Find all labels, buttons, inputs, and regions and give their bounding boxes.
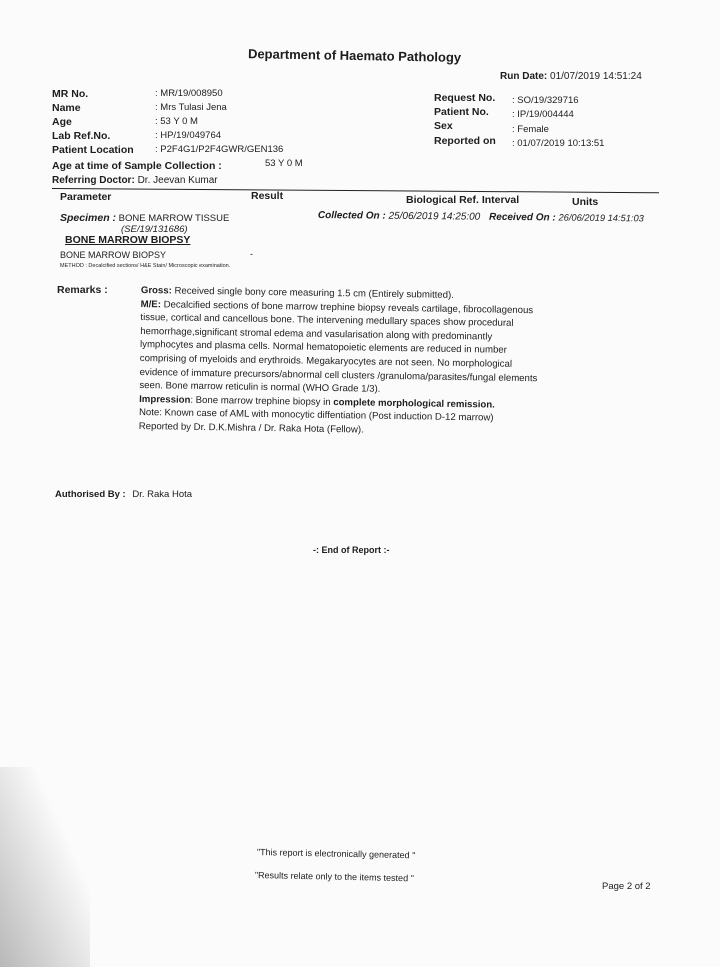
col-interval: Biological Ref. Interval: [406, 194, 520, 206]
remarks-body: [139, 284, 541, 440]
end-of-report: -: End of Report :-: [313, 545, 390, 555]
remarks-label: Remarks :: [57, 284, 108, 296]
department-title: Department of Haemato Pathology: [247, 46, 462, 65]
test-title: BONE MARROW BIOPSY: [65, 234, 191, 246]
sample-age-value: 53 Y 0 M: [265, 158, 303, 169]
authorised-label: Authorised By :: [55, 489, 126, 500]
referring-doctor: [52, 175, 218, 186]
collected-on: [318, 210, 644, 224]
patient-location-label: Patient Location: [52, 144, 134, 156]
me-text: Decalcified sections of bone marrow trephine biopsy reveals cartilage, fibrocollagenous tissue, cortical and cancellous bone. The intervening medullary spaces show procedural hemorrhage,significant stromal edema and vasularisation along with predominantly lymphocytes and plasma cells. Normal hematopoietic elements are reduced in number comprising of myeloids and erythroids. Megakaryocytes are not seen. No morphological evidence of immature precursors/abnormal cell clusters /granuloma/parasites/fungal elements seen. Bone marrow reticulin is normal (WHO Grade 1/3).: [139, 298, 538, 395]
sex-label: Sex: [434, 120, 453, 132]
me-paragraph: [139, 298, 540, 399]
request-no-value: : SO/19/329716: [512, 95, 579, 106]
note-paragraph: Note: Known case of AML with monocytic diffentiation (Post induction D-12 marrow): [138, 407, 494, 424]
run-date-label: Run Date:: [500, 71, 548, 82]
patient-no-label: Patient No.: [434, 106, 489, 118]
specimen: [60, 212, 229, 224]
gross-label: Gross:: [140, 284, 172, 297]
received-value: 26/06/2019 14:51:03: [558, 212, 644, 224]
sex-value: : Female: [512, 124, 549, 135]
collected-label: Collected On :: [317, 210, 386, 222]
test-row-label: BONE MARROW BIOPSY: [60, 250, 167, 260]
col-parameter: Parameter: [60, 191, 112, 203]
run-date-value: 01/07/2019 14:51:24: [550, 71, 642, 82]
footer-line-1: "This report is electronically generated ": [256, 847, 416, 861]
specimen-value: BONE MARROW TISSUE: [118, 213, 230, 224]
specimen-id: (SE/19/131686): [121, 224, 188, 235]
patient-location-value: : P2F4G1/P2F4GWR/GEN136: [155, 144, 284, 155]
patient-no-value: : IP/19/004444: [512, 109, 574, 120]
lab-ref-value: : HP/19/049764: [155, 130, 222, 141]
scan-shadow: [0, 767, 90, 967]
impression-text: : Bone marrow trephine biopsy in: [190, 394, 334, 408]
reported-on-label: Reported on: [434, 135, 496, 147]
name-value: : Mrs Tulasi Jena: [155, 102, 227, 113]
authorised-value: Dr. Raka Hota: [132, 489, 193, 500]
mr-no-label: MR No.: [52, 88, 89, 100]
mr-no-value: : MR/19/008950: [155, 88, 223, 99]
lab-ref-label: Lab Ref.No.: [52, 130, 111, 142]
page-number: Page 2 of 2: [602, 881, 651, 892]
footer-line-2: "Results relate only to the items tested ": [254, 870, 414, 884]
age-value: : 53 Y 0 M: [155, 116, 198, 127]
impression-label: Impression: [139, 393, 191, 406]
reported-on-value: : 01/07/2019 10:13:51: [512, 138, 605, 149]
specimen-label: Specimen :: [60, 212, 117, 224]
collected-value: 25/06/2019 14:25:00: [388, 210, 481, 223]
referring-value: Dr. Jeevan Kumar: [137, 175, 218, 186]
authorised: [55, 489, 192, 500]
received-label: Received On :: [489, 211, 556, 224]
col-units: Units: [572, 196, 599, 208]
method-note: METHOD : Decalcified sections/ H&E Stain/ Microscopic examination.: [60, 263, 231, 269]
age-label: Age: [52, 116, 72, 128]
test-row-result: -: [250, 249, 253, 259]
me-label: M/E:: [140, 298, 162, 310]
referring-label: Referring Doctor:: [52, 175, 135, 186]
gross-text: Received single bony core measuring 1.5 cm (Entirely submitted).: [171, 285, 454, 301]
sample-age-label: Age at time of Sample Collection :: [52, 160, 222, 172]
impression-bold: complete morphological remission.: [333, 396, 495, 411]
header-rule: [52, 188, 659, 193]
reported-by: Reported by Dr. D.K.Mishra / Dr. Raka Hota (Fellow).: [138, 420, 364, 436]
name-label: Name: [52, 102, 81, 114]
col-result: Result: [251, 190, 284, 202]
request-no-label: Request No.: [434, 92, 496, 104]
run-date: [500, 71, 642, 82]
